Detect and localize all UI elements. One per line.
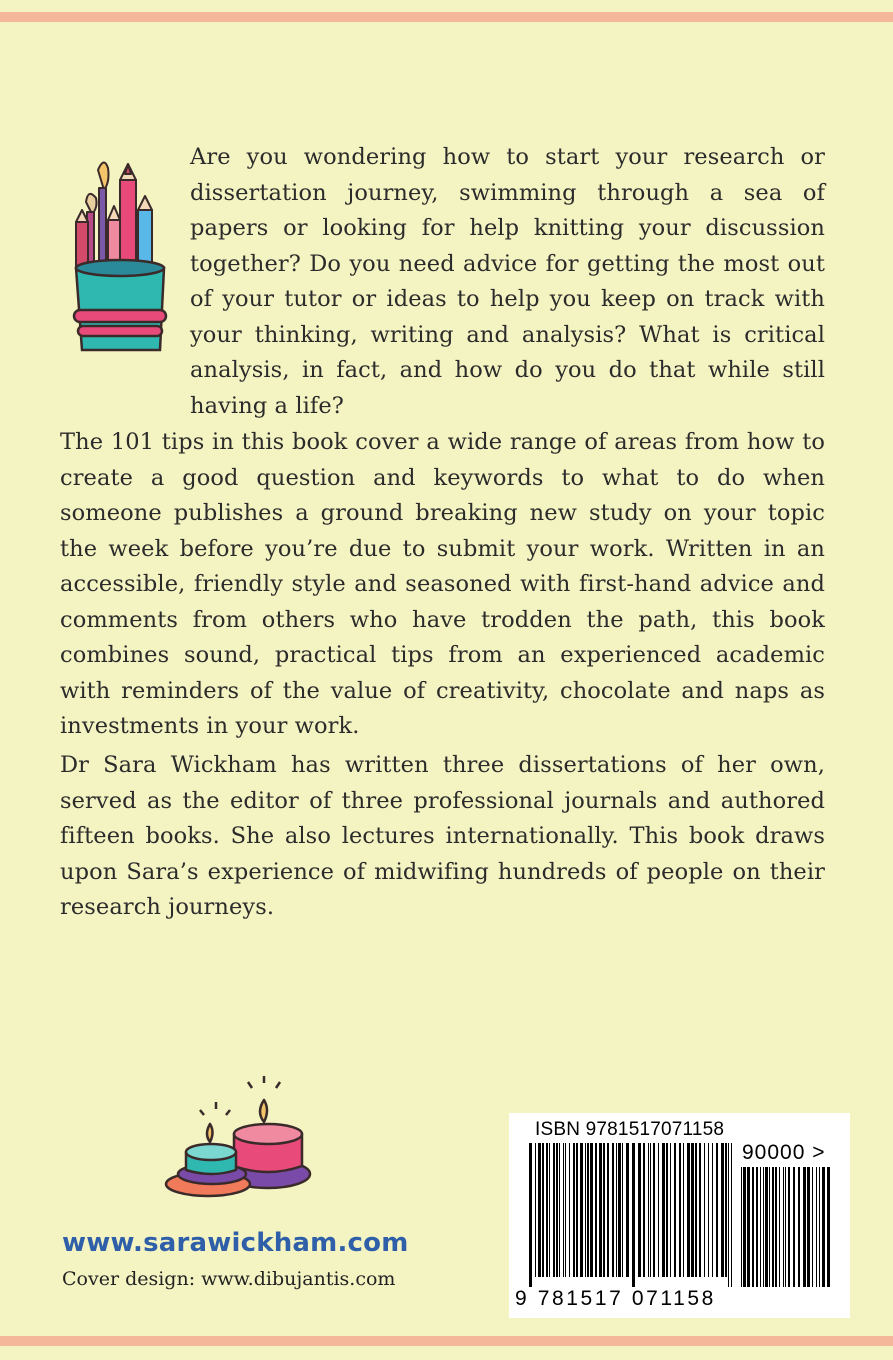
- barcode-bar: [712, 1143, 713, 1277]
- barcode-bar: [752, 1167, 754, 1287]
- barcode-bar: [580, 1143, 583, 1277]
- barcode-bar: [529, 1143, 532, 1287]
- barcode-bar: [769, 1167, 770, 1287]
- barcode-bar: [785, 1167, 786, 1287]
- barcode-bar: [779, 1167, 780, 1287]
- barcode-bar: [616, 1143, 617, 1277]
- barcode-bar: [788, 1167, 790, 1287]
- barcode-bar: [695, 1143, 697, 1277]
- intro-paragraph: Are you wondering how to start your research or dissertation journey, swimming through a sea of papers or looking for help knitting your discussion together? Do you need advice for getting the most out of your tutor or ideas to help you keep on track with your thinking, writing and analysis? What is critical analysis, in fact, and how do you do that while still having a life?: [190, 144, 825, 419]
- barcode-bar: [559, 1143, 560, 1277]
- barcode-bar: [556, 1143, 558, 1277]
- barcode-bar: [618, 1143, 621, 1277]
- barcode-bar: [535, 1143, 536, 1277]
- barcode-bar: [595, 1143, 597, 1277]
- barcode-bar: [622, 1143, 623, 1277]
- barcode-bar: [760, 1167, 761, 1287]
- barcode-bar: [632, 1143, 635, 1287]
- barcode-bar: [687, 1143, 690, 1277]
- barcode-bar: [573, 1143, 575, 1277]
- barcode-bar: [699, 1143, 701, 1277]
- addon-barcode-bars: [741, 1167, 833, 1287]
- barcode-bar: [728, 1143, 729, 1287]
- barcode-bar: [683, 1143, 684, 1277]
- barcode-bar: [763, 1167, 764, 1287]
- bottom-stripe: [0, 1336, 893, 1346]
- barcode-bar: [819, 1167, 820, 1287]
- barcode-bar: [565, 1143, 566, 1277]
- barcode-bars: [529, 1143, 734, 1287]
- barcode-bar: [674, 1143, 676, 1277]
- barcode-bar: [612, 1143, 614, 1277]
- barcode-bar: [587, 1143, 589, 1277]
- barcode-bar: [747, 1167, 750, 1287]
- barcode-bar: [648, 1143, 649, 1277]
- barcode-bar: [599, 1143, 602, 1277]
- barcode-bar: [563, 1143, 564, 1277]
- candles-icon: [160, 1070, 315, 1200]
- barcode-bar: [546, 1143, 548, 1277]
- pencil-cup-icon: [70, 150, 170, 362]
- barcode-bar: [538, 1143, 541, 1277]
- author-bio-paragraph: Dr Sara Wickham has written three dissertations of her own, served as the editor of three professional journals and authored fifteen books. She also lectures internationally. This book draws upon Sara’s experience of midwifing hundreds of people on their research journeys.: [60, 752, 825, 920]
- barcode-bar: [783, 1167, 784, 1287]
- barcode-bar: [653, 1143, 655, 1277]
- description-paragraph: The 101 tips in this book cover a wide range of areas from how to create a good question and keywords to what to do when someone publishes a ground breaking new study on your topic the week before you’re due to submit your work. Written in an accessible, friendly style and seasoned with first-hand advice and comments from others who have trodden the path, this book combines sound, practical tips from an experienced academic with reminders of the value of creativity, chocolate and naps as investments in your work.: [60, 429, 825, 739]
- barcode-bar: [798, 1167, 800, 1287]
- price-code: 90000 >: [742, 1141, 826, 1164]
- barcode-bar: [765, 1167, 768, 1287]
- barcode-bar: [549, 1143, 550, 1277]
- barcode-bar: [553, 1143, 555, 1277]
- barcode-bar: [743, 1167, 746, 1287]
- barcode-bar: [772, 1167, 774, 1287]
- barcode-bar: [708, 1143, 709, 1277]
- barcode-bar: [670, 1143, 671, 1277]
- barcode-bar: [807, 1167, 810, 1287]
- barcode-bar: [812, 1167, 813, 1287]
- barcode-bar: [679, 1143, 681, 1277]
- website-link[interactable]: www.sarawickham.com: [62, 1228, 409, 1258]
- barcode-bar: [569, 1143, 570, 1277]
- barcode-bar: [590, 1143, 593, 1277]
- barcode-bar: [731, 1143, 732, 1287]
- barcode-bar: [638, 1143, 641, 1277]
- barcode-bar: [658, 1143, 659, 1277]
- barcode-bar: [822, 1167, 825, 1287]
- barcode-bar: [650, 1143, 651, 1277]
- barcode-bar: [803, 1167, 806, 1287]
- barcode-bar: [542, 1143, 544, 1277]
- barcode-bar: [603, 1143, 605, 1277]
- barcode-bar: [827, 1167, 830, 1287]
- isbn-label: ISBN 9781517071158: [535, 1119, 725, 1140]
- barcode-bar: [576, 1143, 578, 1277]
- barcode-bar: [721, 1143, 724, 1277]
- barcode-bar: [666, 1143, 668, 1277]
- barcode-bar: [626, 1143, 629, 1277]
- barcode-bar: [816, 1167, 817, 1287]
- isbn-digits: 9 781517 071158: [515, 1287, 716, 1310]
- barcode-bar: [756, 1167, 758, 1287]
- barcode-bar: [643, 1143, 645, 1277]
- isbn-barcode: [509, 1113, 850, 1318]
- top-stripe: [0, 12, 893, 22]
- barcode-bar: [585, 1143, 586, 1277]
- barcode-bar: [741, 1167, 742, 1287]
- barcode-bar: [704, 1143, 705, 1277]
- cover-design-credit: Cover design: www.dibujantis.com: [62, 1268, 396, 1290]
- barcode-bar: [691, 1143, 694, 1277]
- barcode-bar: [716, 1143, 718, 1277]
- barcode-bar: [607, 1143, 609, 1277]
- barcode-bar: [662, 1143, 665, 1277]
- barcode-bar: [725, 1143, 727, 1277]
- barcode-bar: [793, 1167, 795, 1287]
- barcode-bar: [775, 1167, 777, 1287]
